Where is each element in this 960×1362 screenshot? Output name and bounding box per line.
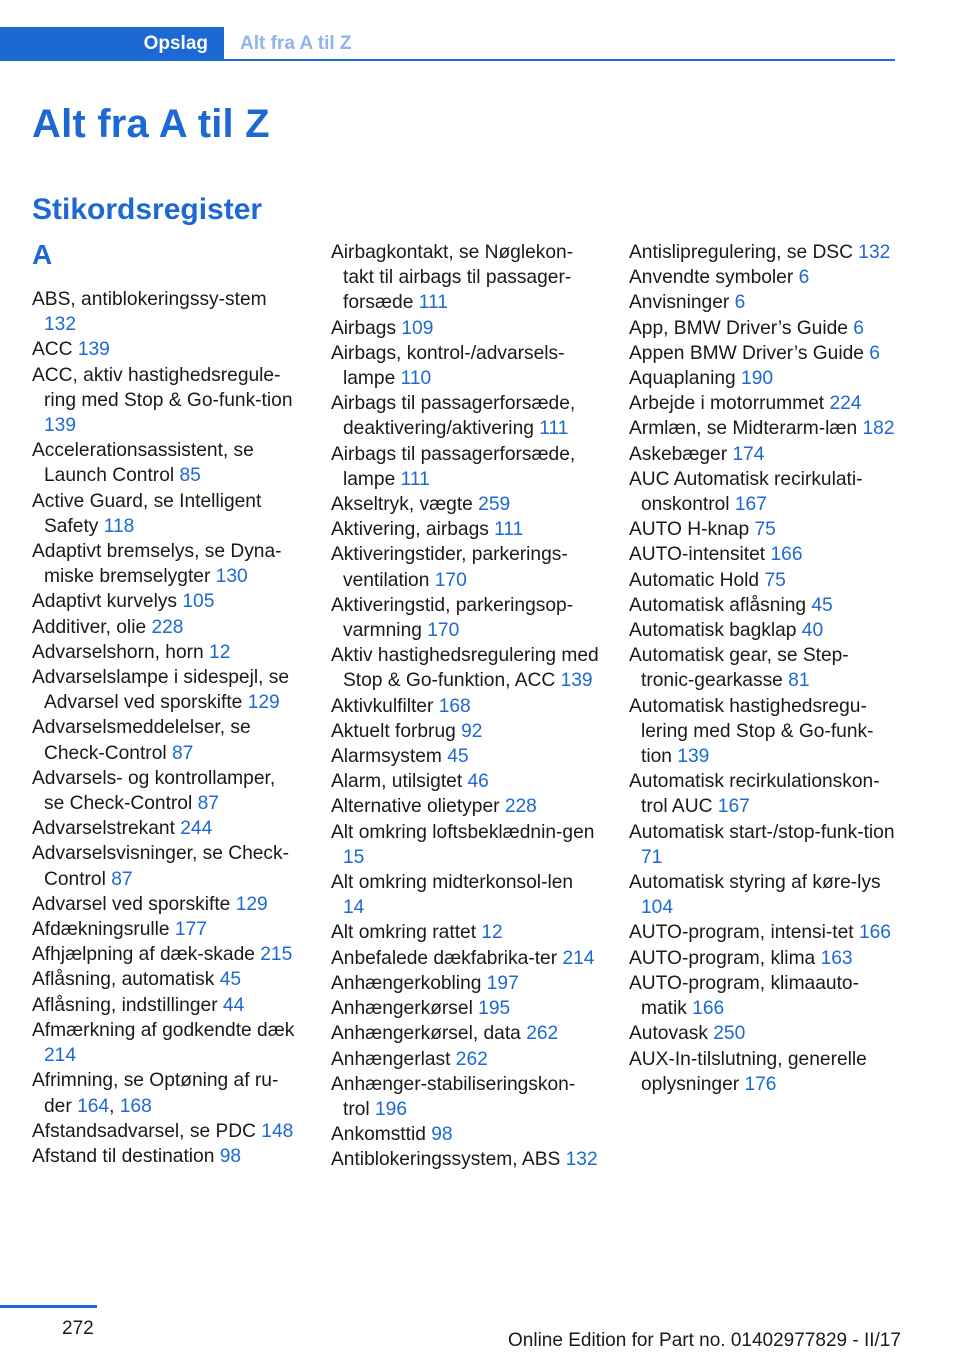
page-link[interactable]: 14 xyxy=(343,897,365,919)
page-link[interactable]: 98 xyxy=(431,1124,453,1146)
page-link[interactable]: 214 xyxy=(562,947,595,969)
page-link[interactable]: 132 xyxy=(44,314,77,336)
index-term: Alt omkring rattet xyxy=(331,922,482,944)
index-term: Automatisk styring af køre-lys xyxy=(629,872,881,894)
page-link[interactable]: 45 xyxy=(447,746,469,768)
index-entry xyxy=(32,967,300,992)
index-term: Arbejde i motorrummet xyxy=(629,393,830,415)
index-term: Aktivkulfilter xyxy=(331,695,439,717)
page-link[interactable]: 130 xyxy=(215,566,248,588)
page-link[interactable]: 174 xyxy=(732,443,765,465)
index-term: Aktiv hastighedsregulering med Stop & Go-funktion, ACC xyxy=(331,645,599,692)
index-term: Anvendte symboler xyxy=(629,267,799,289)
index-term: Automatisk start-/stop-funk-tion xyxy=(629,821,895,843)
page-link[interactable]: 6 xyxy=(798,267,810,289)
page-link[interactable]: 168 xyxy=(438,695,471,717)
index-term: Anhængerlast xyxy=(331,1048,456,1070)
index-entry xyxy=(629,870,897,920)
page-link[interactable]: 262 xyxy=(455,1048,488,1070)
index-entry xyxy=(331,794,599,819)
index-entry xyxy=(32,287,300,337)
index-entry xyxy=(629,467,897,517)
index-term: Adaptivt kurvelys xyxy=(32,591,183,613)
letter-heading: A xyxy=(32,239,53,270)
index-entry xyxy=(629,593,897,618)
index-term: Afrimning, se Optøning af ru-der xyxy=(32,1070,279,1117)
page-link[interactable]: 111 xyxy=(418,292,448,314)
index-term: Ankomsttid xyxy=(331,1124,432,1146)
footer-line xyxy=(0,1305,97,1308)
index-term: Airbagkontakt, se Nøglekon-takt til airbags til passager-forsæde xyxy=(331,242,574,314)
index-entry xyxy=(629,643,897,693)
index-entry xyxy=(331,744,599,769)
index-entry xyxy=(331,996,599,1021)
index-term: Armlæn, se Midterarm-læn xyxy=(629,418,863,440)
index-entry xyxy=(331,769,599,794)
index-term: Automatisk hastighedsregu-lering med Stop & Go-funk-tion xyxy=(629,695,874,768)
page-link[interactable]: 132 xyxy=(858,242,891,263)
page-number: 272 xyxy=(62,1318,94,1339)
index-entry xyxy=(32,766,300,816)
index-entry xyxy=(331,920,599,945)
page-link[interactable]: 195 xyxy=(478,998,511,1020)
page-link[interactable]: 87 xyxy=(171,742,194,764)
index-entry xyxy=(629,442,897,467)
page-title: Alt fra A til Z xyxy=(32,102,270,146)
index-term: Advarselstrekant xyxy=(32,818,181,840)
index-column-1 xyxy=(32,237,300,1169)
index-term: Automatisk recirkulationskon-trol AUC xyxy=(629,771,880,818)
index-entry xyxy=(32,489,300,539)
edition-note: Online Edition for Part no. 01402977829 - II/17 xyxy=(508,1330,901,1351)
index-term: Automatisk gear, se Step-tronic-gearkasse xyxy=(629,645,849,692)
index-entry xyxy=(331,971,599,996)
index-term: Advarselsvisninger, se Check-Control xyxy=(32,843,290,890)
index-entry: Afrimning, se Optøning af ru-der 164, 168 xyxy=(32,1070,279,1117)
index-term: Afstandsadvarsel, se PDC xyxy=(32,1120,262,1142)
page-link[interactable]: 167 xyxy=(734,494,767,516)
index-entry xyxy=(32,665,300,715)
index-term: Advarselshorn, horn xyxy=(32,641,210,663)
index-entry xyxy=(32,841,300,891)
index-term: Adaptivt bremselys, se Dyna-miske bremselygter xyxy=(32,541,282,588)
index-entry xyxy=(629,769,897,819)
index-column-3 xyxy=(629,240,897,1097)
index-entry xyxy=(629,391,897,416)
index-term: Afdækningsrulle xyxy=(32,919,175,941)
page-link[interactable]: 104 xyxy=(641,897,674,919)
index-entry xyxy=(629,1047,897,1097)
index-entry xyxy=(32,589,300,614)
index-term: Askebæger xyxy=(629,443,733,465)
page-link[interactable]: 163 xyxy=(820,947,853,969)
index-term: Anbefalede dækfabrika-ter xyxy=(331,947,563,969)
index-entry xyxy=(629,265,897,290)
index-entry xyxy=(32,337,300,362)
page-link[interactable]: 129 xyxy=(235,893,268,915)
index-entry xyxy=(32,942,300,967)
index-term: Advarsel ved sporskifte xyxy=(32,893,236,915)
page-link[interactable]: 71 xyxy=(641,846,663,868)
index-term: AUTO-program, klima xyxy=(629,947,821,969)
page-link[interactable]: 45 xyxy=(219,969,242,991)
page-link[interactable]: 6 xyxy=(853,317,864,339)
index-term: Aktiveringstid, parkeringsop-varmning xyxy=(331,594,574,642)
page-link[interactable]: 132 xyxy=(565,1149,598,1171)
index-term: Automatic Hold xyxy=(629,569,765,591)
index-term: Aflåsning, indstillinger xyxy=(32,994,223,1016)
index-term: AUC Automatisk recirkulati-onskontrol xyxy=(629,468,863,516)
index-entry xyxy=(32,438,300,488)
index-term: Akseltryk, vægte xyxy=(331,494,479,516)
index-term: Anhængerkørsel xyxy=(331,998,479,1020)
page-link[interactable]: 164 xyxy=(77,1095,110,1117)
index-entry xyxy=(629,517,897,542)
page-link[interactable]: 111 xyxy=(539,418,569,440)
page-link[interactable]: 228 xyxy=(151,616,184,638)
index-entry xyxy=(331,442,599,492)
index-term: Aktivering, airbags xyxy=(331,519,495,541)
page-link[interactable]: 170 xyxy=(427,620,460,642)
index-term: App, BMW Driver’s Guide xyxy=(629,317,854,339)
page-link[interactable]: 12 xyxy=(209,641,231,663)
index-entry xyxy=(331,870,599,920)
page-link[interactable]: 259 xyxy=(478,494,511,516)
index-term: Anhængerkobling xyxy=(331,972,487,994)
index-entry xyxy=(331,240,599,316)
page-link[interactable]: 92 xyxy=(461,720,483,742)
index-entry xyxy=(629,542,897,567)
index-entry xyxy=(32,615,300,640)
index-entry xyxy=(32,715,300,765)
page-link[interactable]: 87 xyxy=(197,793,219,815)
index-entry xyxy=(629,618,897,643)
index-term: Alt omkring loftsbeklædnin-gen xyxy=(331,821,595,843)
index-entry xyxy=(331,542,599,592)
page-link[interactable]: 176 xyxy=(744,1073,777,1095)
index-term: Airbags xyxy=(331,317,402,339)
page-link[interactable]: 228 xyxy=(504,796,537,818)
page-link[interactable]: 110 xyxy=(400,368,432,390)
index-entry xyxy=(629,240,897,265)
index-entry xyxy=(331,391,599,441)
index-entry xyxy=(331,492,599,517)
index-term: Anhængerkørsel, data xyxy=(331,1023,527,1045)
page-link[interactable]: 75 xyxy=(754,519,776,541)
index-term: AUTO-program, klimaauto-matik xyxy=(629,972,859,1020)
index-entry xyxy=(629,341,897,366)
index-term: AUTO-intensitet xyxy=(629,544,771,566)
index-term: Afhjælpning af dæk-skade xyxy=(32,944,261,966)
index-entry xyxy=(331,820,599,870)
page-link[interactable]: 105 xyxy=(182,591,215,613)
index-entry xyxy=(32,363,300,439)
index-term: Advarselslampe i sidespejl, se Advarsel ved sporskifte xyxy=(32,667,290,714)
index-term: Alternative olietyper xyxy=(331,796,505,818)
index-entry xyxy=(32,993,300,1018)
page-link[interactable]: 6 xyxy=(734,292,746,314)
index-entry xyxy=(32,1119,300,1144)
page-link[interactable]: 75 xyxy=(764,569,786,591)
index-entry xyxy=(331,593,599,643)
page-link[interactable]: 224 xyxy=(829,393,862,415)
page-link[interactable]: 139 xyxy=(560,670,593,692)
page-link[interactable]: 177 xyxy=(174,919,207,941)
page-link[interactable]: 98 xyxy=(219,1145,242,1167)
index-entry xyxy=(629,920,897,945)
page-link[interactable]: 118 xyxy=(103,515,135,537)
index-entry xyxy=(32,1144,300,1169)
index-entry xyxy=(331,719,599,744)
index-entry xyxy=(32,917,300,942)
page-link[interactable]: 139 xyxy=(44,415,77,437)
index-term: Antiblokeringssystem, ABS xyxy=(331,1149,566,1171)
index-term: Active Guard, se Intelligent Safety xyxy=(32,490,262,537)
index-term: Automatisk aflåsning xyxy=(629,594,812,616)
index-term: Automatisk bagklap xyxy=(629,620,802,642)
index-term: AUTO H-knap xyxy=(629,519,755,541)
index-term: AUX-In-tilslutning, generelle oplysninger xyxy=(629,1048,867,1095)
page-link[interactable]: 46 xyxy=(467,771,489,793)
page-link[interactable]: 250 xyxy=(713,1023,746,1045)
page-link[interactable]: 85 xyxy=(179,465,201,487)
index-term: ACC xyxy=(32,339,78,361)
index-entry xyxy=(331,1072,599,1122)
index-term: Accelerationsassistent, se Launch Control xyxy=(32,440,254,487)
tab-alt-fra-a-til-z[interactable]: Alt fra A til Z xyxy=(240,33,352,54)
index-term: Alt omkring midterkonsol-len xyxy=(331,872,574,894)
page-link[interactable]: 15 xyxy=(343,846,365,868)
index-entry xyxy=(331,1021,599,1046)
page-link[interactable]: 190 xyxy=(741,368,774,390)
index-term: Additiver, olie xyxy=(32,616,152,638)
index-term: Aflåsning, automatisk xyxy=(32,969,220,991)
page-link[interactable]: 139 xyxy=(77,339,110,361)
index-term: Autovask xyxy=(629,1023,714,1045)
index-entry xyxy=(629,820,897,870)
index-entry xyxy=(32,640,300,665)
index-term: AUTO-program, intensi-tet xyxy=(629,922,859,944)
index-entry xyxy=(629,290,897,315)
index-entry xyxy=(32,892,300,917)
page-link[interactable]: 44 xyxy=(222,994,245,1016)
index-term: Antislipregulering, se DSC xyxy=(629,242,859,263)
tab-opslag[interactable]: Opslag xyxy=(0,27,224,61)
index-entry xyxy=(32,539,300,589)
index-entry xyxy=(32,1018,300,1068)
page-link[interactable]: 197 xyxy=(486,972,519,994)
index-term: Anhænger-stabiliseringskon-trol xyxy=(331,1073,576,1120)
index-entry xyxy=(629,366,897,391)
page-link[interactable]: 262 xyxy=(526,1023,559,1045)
index-term: Airbags, kontrol-/advarsels-lampe xyxy=(331,342,565,390)
index-entry xyxy=(331,1122,599,1147)
index-entry xyxy=(629,568,897,593)
index-term: Aquaplaning xyxy=(629,368,742,390)
index-entry xyxy=(331,643,599,693)
index-term: ABS, antiblokeringssy-stem xyxy=(32,289,267,310)
index-column-2 xyxy=(331,240,599,1173)
section-title: Stikordsregister xyxy=(32,193,263,226)
index-term: Afstand til destination xyxy=(32,1145,220,1167)
page-link[interactable]: 215 xyxy=(260,944,293,966)
index-entry xyxy=(629,416,897,441)
page-link[interactable]: 87 xyxy=(111,868,133,890)
page-link[interactable]: 129 xyxy=(247,692,280,714)
page-link[interactable]: 166 xyxy=(858,922,891,944)
page-link[interactable]: 148 xyxy=(261,1120,294,1142)
index-entry xyxy=(629,971,897,1021)
index-entry xyxy=(331,694,599,719)
index-term: Alarmsystem xyxy=(331,746,448,768)
page-link[interactable]: 139 xyxy=(677,746,710,768)
index-term: Anvisninger xyxy=(629,292,735,314)
index-term: Advarselsmeddelelser, se Check-Control xyxy=(32,717,251,764)
index-entry xyxy=(331,1047,599,1072)
index-entry xyxy=(331,517,599,542)
index-entry xyxy=(32,816,300,841)
index-term: Aktuelt forbrug xyxy=(331,720,462,742)
page-link[interactable]: 166 xyxy=(770,544,803,566)
index-entry xyxy=(629,694,897,770)
index-term: ACC, aktiv hastighedsregule-ring med Stop & Go-funk-tion xyxy=(32,364,293,411)
page-link[interactable]: 170 xyxy=(434,569,467,591)
index-term: Afmærkning af godkendte dæk xyxy=(32,1019,295,1041)
index-term: Alarm, utilsigtet xyxy=(331,771,468,793)
index-entry xyxy=(629,1021,897,1046)
page-link[interactable]: 182 xyxy=(862,418,895,440)
index-term: Airbags til passagerforsæde, lampe xyxy=(331,443,576,490)
page-link[interactable]: 244 xyxy=(180,818,213,840)
page-link[interactable]: 109 xyxy=(401,317,434,339)
page-link[interactable]: 111 xyxy=(400,468,430,490)
index-term: Aktiveringstider, parkerings-ventilation xyxy=(331,544,568,591)
page-link[interactable]: 214 xyxy=(44,1045,77,1067)
page-link[interactable]: 45 xyxy=(811,594,833,616)
index-entry xyxy=(629,316,897,341)
index-entry xyxy=(331,946,599,971)
index-term: Advarsels- og kontrollamper, se Check-Control xyxy=(32,767,276,815)
page-link[interactable]: 6 xyxy=(869,342,880,364)
page-link[interactable]: 12 xyxy=(481,922,503,944)
page-link[interactable]: 166 xyxy=(692,998,725,1020)
index-term: Appen BMW Driver’s Guide xyxy=(629,342,870,364)
page-link[interactable]: 167 xyxy=(717,796,750,818)
page-link[interactable]: 196 xyxy=(375,1098,408,1120)
index-entry xyxy=(331,1147,599,1172)
index-entry xyxy=(331,341,599,391)
page-link[interactable]: 40 xyxy=(801,620,824,642)
page-link[interactable]: 111 xyxy=(494,519,524,541)
index-entry xyxy=(629,946,897,971)
index-entry xyxy=(331,316,599,341)
page-link[interactable]: 168 xyxy=(119,1095,152,1117)
index-term: Airbags til passagerforsæde, deaktivering/aktivering xyxy=(331,393,576,440)
page-link[interactable]: 81 xyxy=(788,670,810,692)
